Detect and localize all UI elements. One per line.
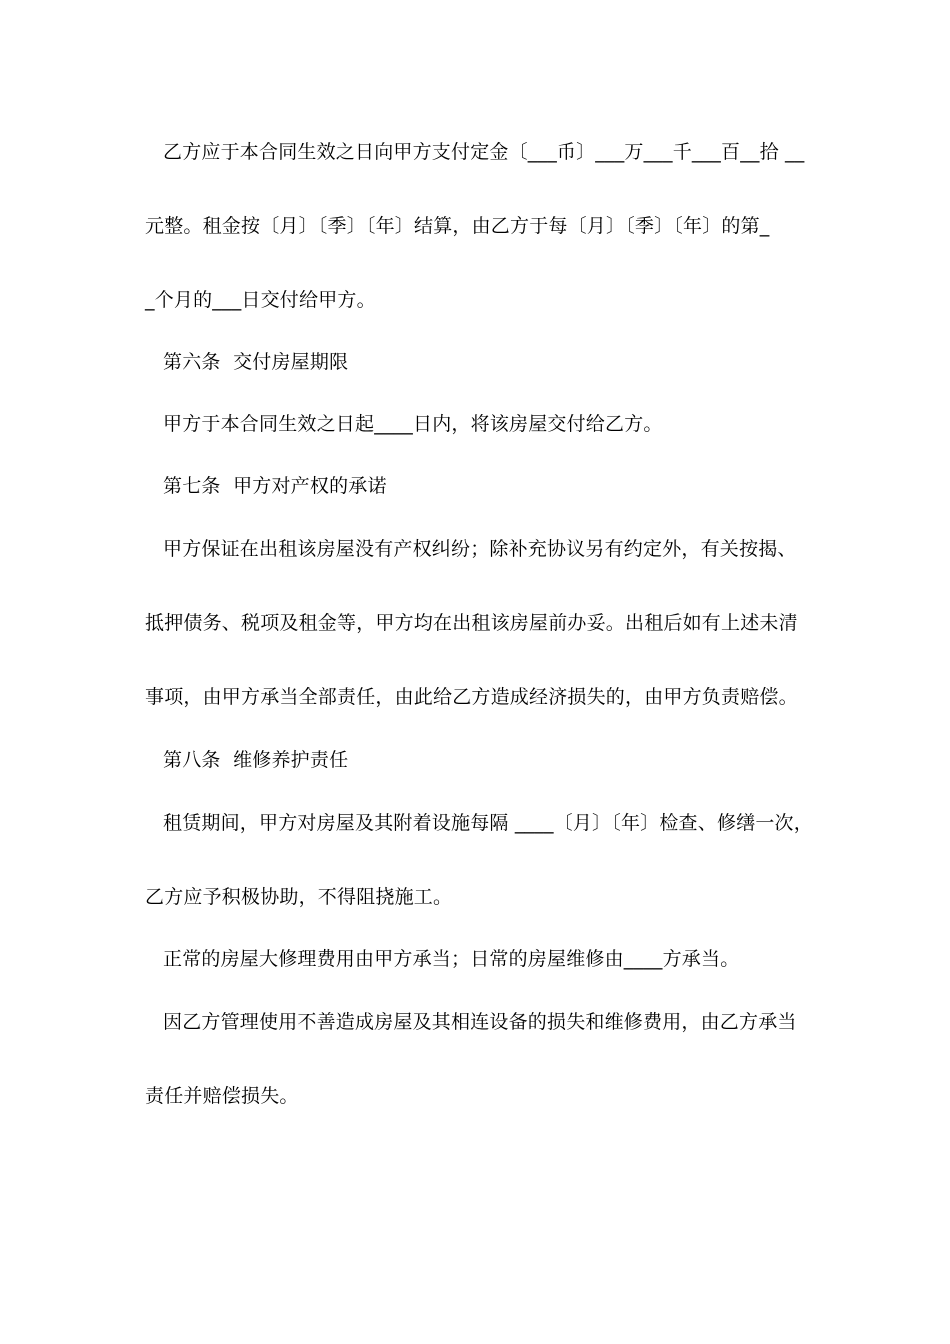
- article-7-paragraph-line-2: 抵押债务、税项及租金等，甲方均在出租该房屋前办妥。出租后如有上述未清: [145, 612, 798, 634]
- article-7-heading: 第七条 甲方对产权的承诺: [163, 475, 387, 497]
- article-8-paragraph-2: 正常的房屋大修理费用由甲方承当；日常的房屋维修由____方承当。: [163, 948, 740, 970]
- article-8-paragraph-1-line-1: 租赁期间，甲方对房屋及其附着设施每隔 ____〔月〕〔年〕检查、修缮一次，: [163, 812, 813, 834]
- deposit-paragraph-line-1: 乙方应于本合同生效之日向甲方支付定金〔___币〕___万___千___百__拾 __: [163, 141, 805, 163]
- article-6-paragraph: 甲方于本合同生效之日起____日内，将该房屋交付给乙方。: [163, 413, 663, 435]
- article-8-paragraph-1-line-2: 乙方应予积极协助，不得阻挠施工。: [145, 886, 453, 908]
- article-7-paragraph-line-3: 事项，由甲方承当全部责任，由此给乙方造成经济损失的，由甲方负责赔偿。: [145, 686, 798, 708]
- article-7-paragraph-line-1: 甲方保证在出租该房屋没有产权纠纷；除补充协议另有约定外，有关按揭、: [163, 538, 797, 560]
- article-8-heading: 第八条 维修养护责任: [163, 749, 349, 771]
- deposit-paragraph-line-3: _个月的___日交付给甲方。: [145, 289, 376, 311]
- deposit-paragraph-line-2: 元整。租金按〔月〕〔季〕〔年〕结算，由乙方于每〔月〕〔季〕〔年〕的第_: [145, 215, 770, 237]
- article-6-heading: 第六条 交付房屋期限: [163, 351, 349, 373]
- article-8-paragraph-3-line-2: 责任并赔偿损失。: [145, 1085, 299, 1107]
- article-8-paragraph-3-line-1: 因乙方管理使用不善造成房屋及其相连设备的损失和维修费用，由乙方承当: [163, 1011, 797, 1033]
